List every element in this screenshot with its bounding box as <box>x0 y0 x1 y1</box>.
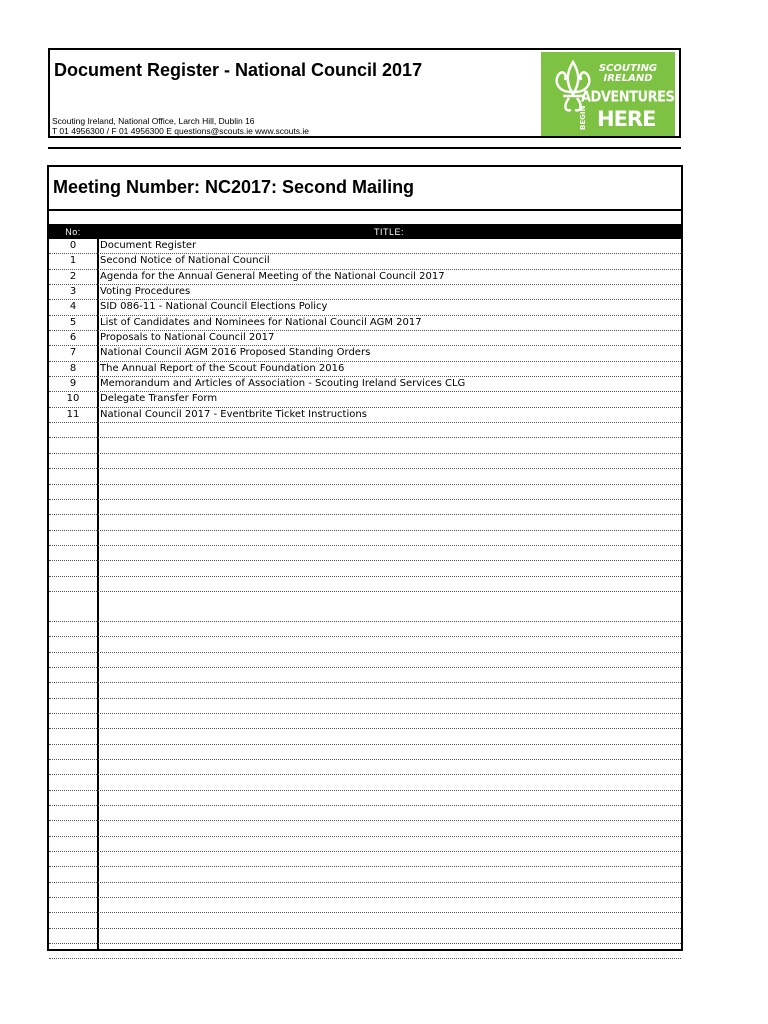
table-row <box>49 331 681 346</box>
table-row <box>49 745 681 760</box>
header-box <box>48 48 681 138</box>
table-row <box>49 837 681 852</box>
contact-details <box>52 116 309 136</box>
meeting-title: Meeting Number: NC2017: Second Mailing <box>53 177 415 197</box>
table-row <box>49 913 681 928</box>
header-divider <box>48 147 681 149</box>
document-title: Document Register - National Council 2017 <box>54 60 423 80</box>
row-number: 1 <box>69 255 77 267</box>
table-row <box>49 423 681 438</box>
logo-adventures-text: ADVENTURES <box>581 88 675 107</box>
row-number: 5 <box>69 316 77 328</box>
table-row <box>49 377 681 392</box>
row-title: Proposals to National Council 2017 <box>100 332 275 344</box>
table-row <box>49 806 681 821</box>
table-row <box>49 515 681 530</box>
row-title: Delegate Transfer Form <box>100 393 218 405</box>
row-number: 4 <box>69 301 77 313</box>
table-row <box>49 577 681 592</box>
row-title: The Annual Report of the Scout Foundation 2016 <box>100 362 345 374</box>
row-number: 9 <box>69 378 77 390</box>
row-title: Agenda for the Annual General Meeting of the National Council 2017 <box>100 270 445 282</box>
spacer-row <box>49 211 681 225</box>
row-number: 6 <box>69 332 77 344</box>
row-title: List of Candidates and Nominees for National Council AGM 2017 <box>100 316 422 328</box>
table-row <box>49 270 681 285</box>
table-row <box>49 775 681 790</box>
table-row <box>49 683 681 698</box>
table-row <box>49 883 681 898</box>
row-number: 11 <box>66 408 80 420</box>
column-header-no: No: <box>65 227 81 237</box>
table-header <box>49 225 681 239</box>
table-row <box>49 791 681 806</box>
table-row <box>49 531 681 546</box>
table-row <box>49 622 681 637</box>
table-row <box>49 300 681 315</box>
table-row <box>49 637 681 652</box>
table-row <box>49 500 681 515</box>
row-number: 7 <box>69 347 77 359</box>
table-row <box>49 668 681 683</box>
row-title: Memorandum and Articles of Association - Scouting Ireland Services CLG <box>100 378 466 390</box>
logo-begin-text: BEGIN <box>579 105 587 130</box>
logo-text: SCOUTING IRELAND <box>598 63 658 84</box>
table-row <box>49 821 681 836</box>
table-row <box>49 392 681 407</box>
table-row <box>49 285 681 300</box>
table-row <box>49 438 681 453</box>
row-title: Voting Procedures <box>100 286 191 298</box>
row-number: 0 <box>69 240 77 251</box>
table-row <box>49 729 681 744</box>
row-number: 10 <box>66 393 80 405</box>
table-row <box>49 714 681 729</box>
table-row <box>49 454 681 469</box>
row-number: 3 <box>69 286 77 298</box>
row-title: Document Register <box>100 240 197 251</box>
meeting-header <box>49 167 681 211</box>
logo-here-text: HERE <box>597 107 656 131</box>
table-row <box>49 469 681 484</box>
register-table <box>47 165 683 951</box>
address-line: Scouting Ireland, National Office, Larch Hill, Dublin 16 <box>52 116 255 126</box>
table-row <box>49 898 681 913</box>
table-row <box>49 592 681 622</box>
table-row <box>49 346 681 361</box>
table-row <box>49 867 681 882</box>
row-title: National Council 2017 - Eventbrite Ticket Instructions <box>100 408 367 420</box>
table-row <box>49 944 681 959</box>
table-row <box>49 561 681 576</box>
table-row <box>49 699 681 714</box>
table-row <box>49 546 681 561</box>
table-row <box>49 254 681 269</box>
scouting-ireland-logo <box>541 52 675 136</box>
row-title: Second Notice of National Council <box>100 255 270 267</box>
row-title: National Council AGM 2016 Proposed Standing Orders <box>100 347 371 359</box>
table-row <box>49 316 681 331</box>
table-body <box>49 239 681 959</box>
table-row <box>49 239 681 254</box>
table-row <box>49 653 681 668</box>
column-header-title: TITLE: <box>373 227 404 237</box>
table-row <box>49 929 681 944</box>
row-title: SID 086-11 - National Council Elections Policy <box>100 301 328 313</box>
table-row <box>49 852 681 867</box>
row-number: 2 <box>69 270 77 282</box>
table-row <box>49 485 681 500</box>
table-row <box>49 408 681 423</box>
phone-email-line: T 01 4956300 / F 01 4956300 E questions@scouts.ie www.scouts.ie <box>52 126 310 136</box>
table-row <box>49 362 681 377</box>
table-row <box>49 760 681 775</box>
row-number: 8 <box>69 362 77 374</box>
